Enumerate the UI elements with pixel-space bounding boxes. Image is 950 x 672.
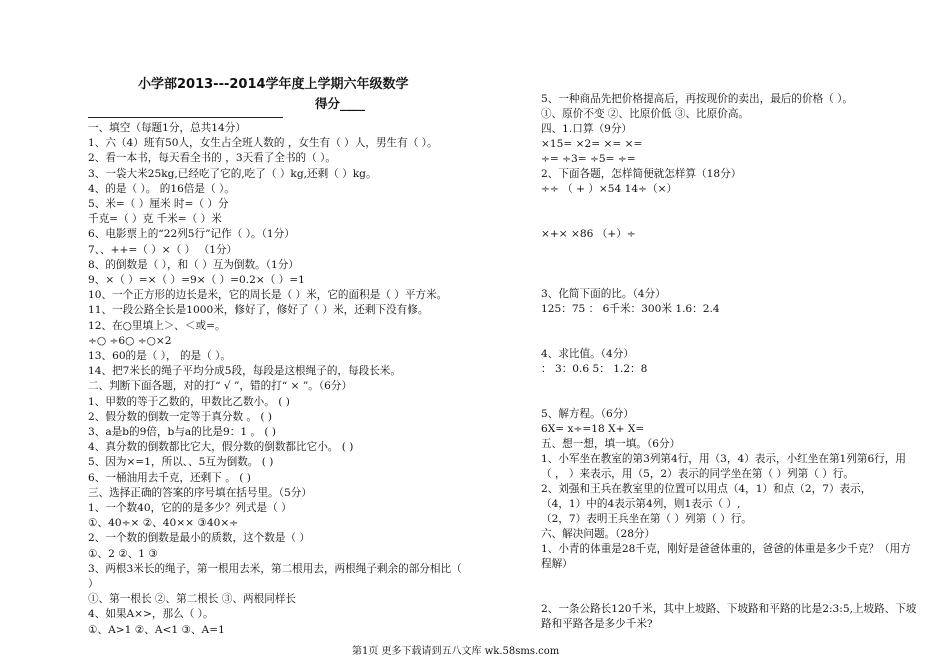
exam-line: 六、解决问题。（28分） xyxy=(541,528,656,540)
exam-line: 4、如果A×>，那么（ ）。 xyxy=(88,608,214,621)
exam-line: 11、一段公路全长是1000米，修好了，修好了（ ）米，还剩下没有修。 xyxy=(88,304,429,317)
exam-line: 路和平路各是多少千米? xyxy=(541,618,653,630)
exam-line: 12、在○里填上＞、＜或=。 xyxy=(88,319,226,332)
exam-line: ÷÷ （ + ）×54 14÷（×） xyxy=(541,183,678,195)
exam-line: ①、A>1 ②、A<1 ③、A=1 xyxy=(88,623,225,636)
exam-line: 五、想一想，填一填。（6分） xyxy=(541,438,681,450)
exam-line: 1、小军坐在教室的第3列第4行，用（3，4）表示，小红坐在第1列第6行，用 xyxy=(541,453,906,465)
exam-line: 5、一种商品先把价格提高后，再按现价的卖出，最后的价格（ ）。 xyxy=(541,93,854,105)
header-divider xyxy=(88,117,283,118)
exam-line: 3、一袋大米25kg,已经吃了它的,吃了（ ）kg,还剩（ ）kg。 xyxy=(88,167,377,180)
exam-line: 四、1.口算（9分） xyxy=(541,123,633,135)
exam-line: ÷= ÷3= ÷5= ÷= xyxy=(541,153,636,165)
exam-line: 二、判断下面各题，对的打“ √ ”，错的打“ × ”。（6分） xyxy=(88,380,353,393)
exam-line: ×+× ×86 （+）÷ xyxy=(541,228,636,240)
score-field: 得分____ xyxy=(315,96,366,111)
exam-line: 6、一桶油用去千克，还剩下 。 ( ) xyxy=(88,471,251,484)
exam-line: 2、一条公路长120千米，其中上坡路、下坡路和平路的比是2:3:5,上坡路、下坡 xyxy=(541,603,917,615)
exam-line: 6X= x÷=18 X+ X= xyxy=(541,423,645,435)
exam-line: 125：75 ： 6千米：300米 1.6：2.4 xyxy=(541,303,720,315)
exam-line: ①、第一根长 ②、第二根长 ③、两根同样长 xyxy=(88,593,297,606)
exam-line: ： 3：0.6 5： 1.2：8 xyxy=(541,363,648,375)
exam-line: ①、原价不变 ②、比原价低 ③、比原价高。 xyxy=(541,108,750,120)
exam-line: ①、40÷× ②、40×× ③40×÷ xyxy=(88,517,239,530)
exam-line: 6、电影票上的“22列5行”记作（ ）。（1分） xyxy=(88,228,295,241)
exam-line: 2、一个数的倒数是最小的质数，这个数是（ ） xyxy=(88,532,310,545)
exam-line: 3、化简下面的比。（4分） xyxy=(541,288,666,300)
exam-line: 1、一个数40，它的的是多少？列式是（ ） xyxy=(88,502,292,514)
exam-line: 2、下面各题，怎样简便就怎样算（18分） xyxy=(541,168,742,180)
exam-line: 1、甲数的等于乙数的，甲数比乙数小。 ( ) xyxy=(88,395,290,408)
page-footer: 第1页 更多下载请到五八文库 wk.58sms.com xyxy=(352,646,560,657)
exam-line: 3、a是b的9倍，b与a的比是9：1 。 ( ) xyxy=(88,426,277,438)
exam-line: ÷○ ÷6○ ÷○×2 xyxy=(88,334,172,347)
exam-line: 4、求比值。（4分） xyxy=(541,348,634,360)
exam-line: 5、米=（ ）厘米 时=（ ）分 xyxy=(88,198,229,210)
exam-line: 3、两根3米长的绳子，第一根用去米，第二根用去，两根绳子剩余的部分相比（ xyxy=(88,562,462,575)
exam-line: 千克=（ ）克 千米=（ ）米 xyxy=(88,213,222,226)
exam-line: 14、把7米长的绳子平均分成5段，每段是这根绳子的，每段长米。 xyxy=(88,365,401,378)
exam-line: （ ， ）来表示，用（5，2）表示的同学坐在第（ ）列第（ ）行。 xyxy=(541,468,854,480)
exam-line: 2、假分数的倒数一定等于真分数 。 ( ) xyxy=(88,410,273,423)
exam-line: 2、看一本书，每天看全书的 ，3天看了全书的（ ）。 xyxy=(88,152,336,165)
exam-line: ） xyxy=(88,578,99,590)
exam-line: ①、2 ②、1 ③ xyxy=(88,547,158,560)
exam-line: 2、刘强和王兵在教室里的位置可以用点（4，1）和点（2，7）表示， xyxy=(541,483,872,495)
exam-line: 9、×（ ）=×（ ）=9×（ ）=0.2×（ ）=1 xyxy=(88,274,305,286)
exam-line: 4、的是（ ）。 的16倍是（ ）。 xyxy=(88,182,235,195)
exam-line: 1、六（4）班有50人，女生占全班人数的 ，女生有（ ）人，男生有（ ）。 xyxy=(88,137,438,150)
exam-line: 4、真分数的倒数都比它大，假分数的倒数都比它小。 ( ) xyxy=(88,441,354,454)
exam-line: 程解） xyxy=(541,558,573,570)
exam-line: 一、填空（每题1分，总共14分） xyxy=(88,122,246,134)
exam-line: 10、一个正方形的边长是米，它的周长是（ ）米，它的面积是（ ）平方米。 xyxy=(88,289,448,302)
exam-line: 13、60的是（ ）， 的是（ ）。 xyxy=(88,350,231,362)
exam-line: （4，1）中的4表示第4列，则1表示（ ）, xyxy=(541,498,741,510)
exam-title: 小学部2013---2014学年度上学期六年级数学 xyxy=(138,77,409,92)
exam-line: 5、解方程。（6分） xyxy=(541,408,634,420)
exam-line: 5、因为×=1，所以、、5互为倒数。 ( ) xyxy=(88,456,274,469)
exam-line: 1、小青的体重是28千克，刚好是爸爸体重的，爸爸的体重是多少千克？（用方 xyxy=(541,543,911,555)
exam-line: 7、、++=（ ）×（ ） （1分） xyxy=(88,243,238,256)
exam-line: 三、选择正确的答案的序号填在括号里。（5分） xyxy=(88,486,312,499)
exam-line: （2，7）表明王兵坐在第（ ）列第（ ）行。 xyxy=(541,513,752,525)
exam-line: 8、的倒数是（ ），和（ ）互为倒数。（1分） xyxy=(88,258,299,271)
exam-line: ×15= ×2= ×= ×= xyxy=(541,138,643,150)
